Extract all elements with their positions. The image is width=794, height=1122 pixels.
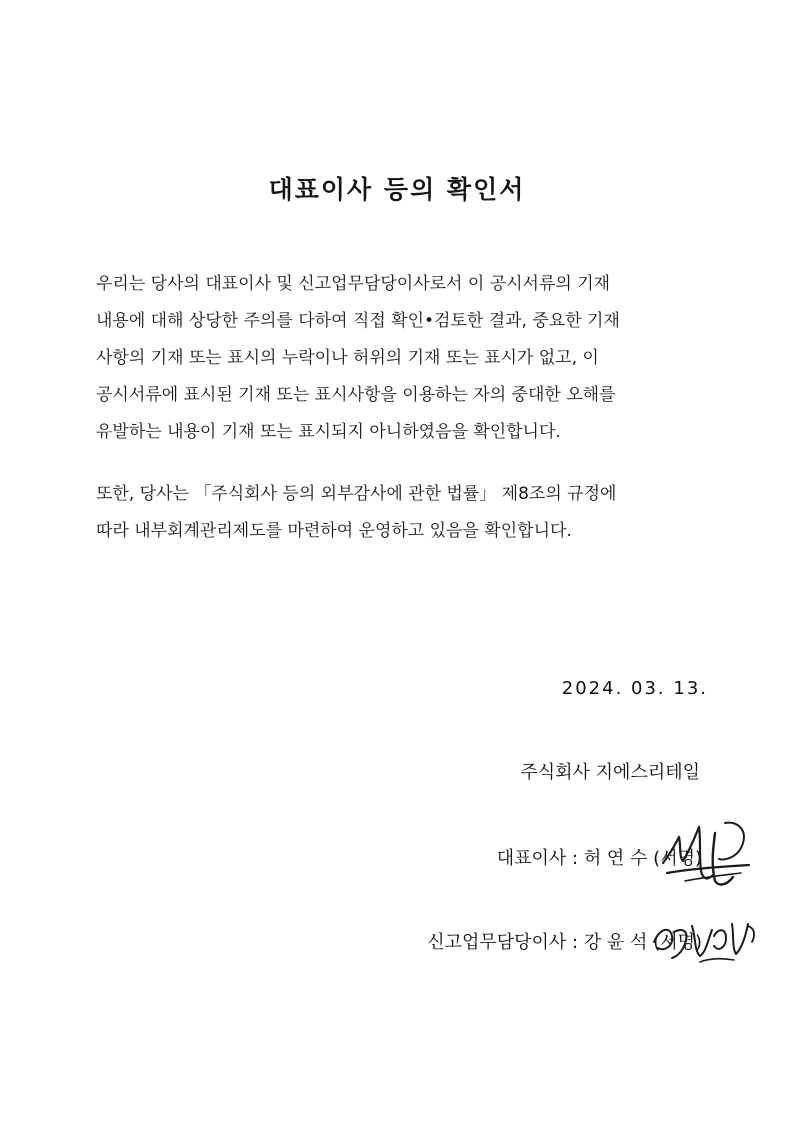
- paragraph-line: 우리는 당사의 대표이사 및 신고업무담당이사로서 이 공시서류의 기재: [96, 274, 611, 294]
- paragraph-line: 사항의 기재 또는 표시의 누락이나 허위의 기재 또는 표시가 없고, 이: [96, 348, 599, 368]
- paragraph-line: 내용에 대해 상당한 주의를 다하여 직접 확인•검토한 결과, 중요한 기재: [96, 311, 620, 331]
- paragraph-line: 또한, 당사는 「주식회사 등의 외부감사에 관한 법률」 제8조의 규정에: [96, 484, 617, 504]
- paragraph-line: 따라 내부회계관리제도를 마련하여 운영하고 있음을 확인합니다.: [96, 521, 572, 541]
- ceo-sign-mark: (서명): [653, 848, 702, 869]
- internal-control-paragraph: [96, 476, 706, 550]
- officer-role-name: 신고업무담당이사 : 강 윤 석: [427, 932, 648, 953]
- confirmation-paragraph: [96, 266, 706, 451]
- document-date: 2024. 03. 13.: [561, 678, 708, 699]
- document-title: 대표이사 등의 확인서: [268, 175, 526, 204]
- officer-sign-mark: (서명): [653, 932, 702, 953]
- paragraph-line: 공시서류에 표시된 기재 또는 표시사항을 이용하는 자의 중대한 오해를: [96, 385, 616, 405]
- ceo-role-name: 대표이사 : 허 연 수: [496, 848, 648, 869]
- paragraph-line: 유발하는 내용이 기재 또는 표시되지 아니하였음을 확인합니다.: [96, 422, 561, 442]
- company-name: 주식회사 지에스리테일: [520, 762, 700, 783]
- ceo-signature-line: [497, 844, 702, 870]
- reporting-officer-signature-line: [427, 928, 702, 954]
